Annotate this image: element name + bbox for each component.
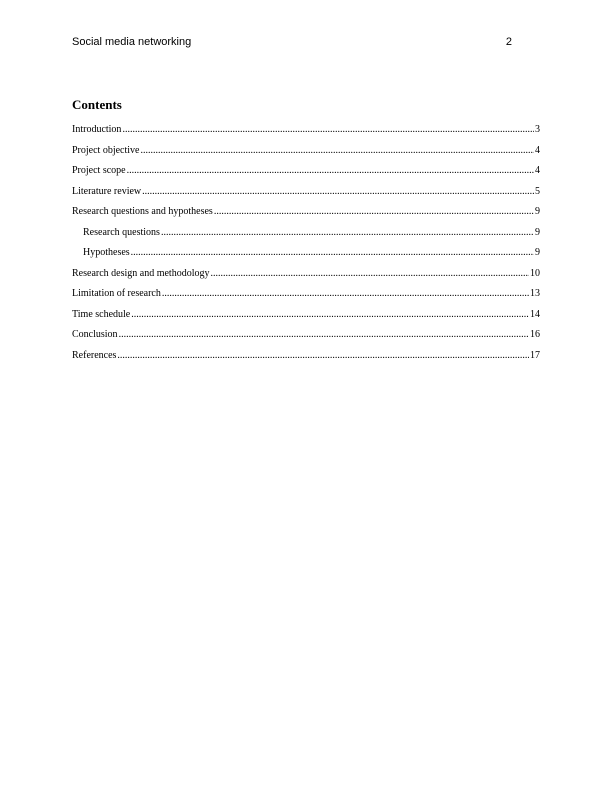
toc-entry-page: 4 (535, 144, 540, 156)
toc-entry-introduction[interactable] (72, 123, 540, 144)
page-header (72, 36, 512, 52)
toc-entry-page: 4 (535, 165, 540, 176)
toc-entry-research-questions[interactable] (72, 226, 540, 247)
dot-leader (127, 164, 534, 178)
table-of-contents (72, 96, 540, 369)
dot-leader (131, 246, 534, 260)
running-title: Social media networking (72, 36, 192, 48)
toc-entry-research-questions-and-hypotheses[interactable] (72, 205, 540, 226)
toc-entry-page: 9 (535, 206, 540, 217)
toc-heading: Contents (72, 97, 122, 112)
toc-entry-title: Project scope (72, 165, 126, 176)
dot-leader (131, 308, 529, 322)
toc-entry-title: Hypotheses (83, 247, 130, 258)
toc-entry-title: Research design and methodology (72, 267, 210, 279)
dot-leader (117, 349, 529, 363)
toc-entry-literature-review[interactable] (72, 185, 540, 206)
toc-entry-title: Limitation of research (72, 288, 161, 299)
toc-entry-project-objective[interactable] (72, 144, 540, 165)
toc-entry-title: Conclusion (72, 329, 118, 340)
toc-list (72, 123, 540, 369)
toc-entry-title: Time schedule (72, 308, 131, 320)
dot-leader (140, 144, 534, 158)
toc-entry-title: Research questions (83, 226, 160, 238)
toc-entry-limitation-of-research[interactable] (72, 287, 540, 308)
dot-leader (122, 123, 534, 137)
toc-entry-hypotheses[interactable] (72, 246, 540, 267)
toc-entry-time-schedule[interactable] (72, 308, 540, 329)
toc-entry-title: Research questions and hypotheses (72, 206, 213, 217)
toc-entry-page: 17 (530, 349, 540, 361)
toc-entry-page: 16 (530, 329, 540, 340)
toc-entry-page: 13 (530, 288, 540, 299)
toc-entry-page: 10 (530, 267, 540, 279)
toc-entry-references[interactable] (72, 349, 540, 370)
toc-entry-page: 9 (535, 226, 540, 238)
dot-leader (214, 205, 534, 219)
page-number: 2 (505, 36, 512, 48)
dot-leader (162, 287, 529, 301)
dot-leader (161, 226, 534, 240)
toc-entry-research-design-and-methodology[interactable] (72, 267, 540, 288)
toc-entry-page: 5 (535, 185, 540, 197)
dot-leader (142, 185, 534, 199)
dot-leader (119, 328, 529, 342)
dot-leader (210, 267, 529, 281)
toc-entry-title: Literature review (72, 185, 142, 197)
toc-entry-page: 9 (535, 247, 540, 258)
toc-entry-page: 3 (535, 124, 540, 135)
toc-entry-page: 14 (530, 308, 540, 320)
toc-entry-title: Project objective (72, 144, 140, 156)
toc-entry-title: References (72, 349, 117, 361)
toc-entry-title: Introduction (72, 124, 122, 135)
toc-entry-conclusion[interactable] (72, 328, 540, 349)
toc-entry-project-scope[interactable] (72, 164, 540, 185)
